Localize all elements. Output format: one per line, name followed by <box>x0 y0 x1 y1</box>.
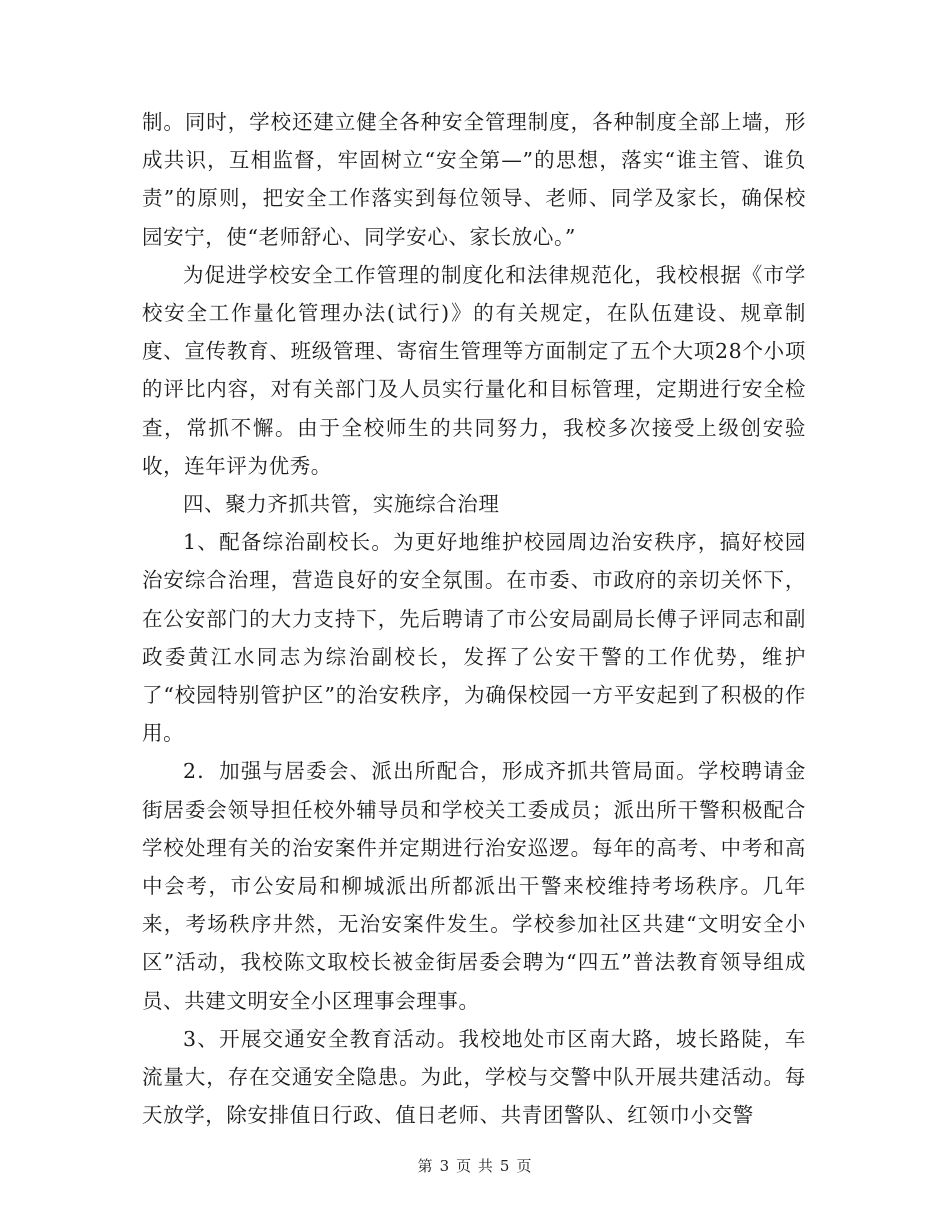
list-item-1: 1、配备综治副校长。为更好地维护校园周边治安秩序，搞好校园治安综合治理，营造良好的安全氛围。在市委、市政府的亲切关怀下，在公安部门的大力支持下，先后聘请了市公安局副局长傅子评同志和副政委黄江水同志为综治副校长，发挥了公安干警的工作优势，维护了“校园特别管护区”的治安秩序，为确保校园一方平安起到了积极的作用。 <box>142 530 806 746</box>
paragraph-continued: 制。同时，学校还建立健全各种安全管理制度，各种制度全部上墙，形成共识，互相监督，牢固树立“安全第—”的思想，落实“谁主管、谁负责”的原则，把安全工作落实到每位领导、老师、同学及家长，确保校园安宁，使“老师舒心、同学安心、家长放心。” <box>142 110 806 249</box>
section-heading: 四、聚力齐抓共管，实施综合治理 <box>183 492 500 517</box>
footer-prefix: 第 <box>417 1157 434 1175</box>
page-number: 3 <box>439 1157 451 1175</box>
footer-middle: 页 共 <box>456 1157 494 1175</box>
list-item-3: 3、开展交通安全教育活动。我校地处市区南大路，坡长路陡，车流量大，存在交通安全隐患。为此，学校与交警中队开展共建活动。每天放学，除安排值日行政、值日老师、共青团警队、红领巾小交警 <box>142 1026 806 1128</box>
page-footer <box>0 1155 950 1176</box>
total-pages: 5 <box>499 1157 511 1175</box>
list-item-2: 2．加强与居委会、派出所配合，形成齐抓共管局面。学校聘请金街居委会领导担任校外辅导员和学校关工委成员；派出所干警积极配合学校处理有关的治安案件并定期进行治安巡逻。每年的高考、中考和高中会考，市公安局和柳城派出所都派出干警来校维持考场秩序。几年来，考场秩序井然，无治安案件发生。学校参加社区共建“文明安全小区”活动，我校陈文取校长被金街居委会聘为“四五”普法教育领导组成员、共建文明安全小区理事会理事。 <box>142 759 806 1013</box>
paragraph-regulation: 为促进学校安全工作管理的制度化和法律规范化，我校根据《市学校安全工作量化管理办法(试行)》的有关规定，在队伍建设、规章制度、宣传教育、班级管理、寄宿生管理等方面制定了五个大项28个小项的评比内容，对有关部门及人员实行量化和目标管理，定期进行安全检查，常抓不懈。由于全校师生的共同努力，我校多次接受上级创安验收，连年评为优秀。 <box>142 262 806 478</box>
footer-suffix: 页 <box>516 1157 533 1175</box>
document-body <box>142 103 806 1134</box>
